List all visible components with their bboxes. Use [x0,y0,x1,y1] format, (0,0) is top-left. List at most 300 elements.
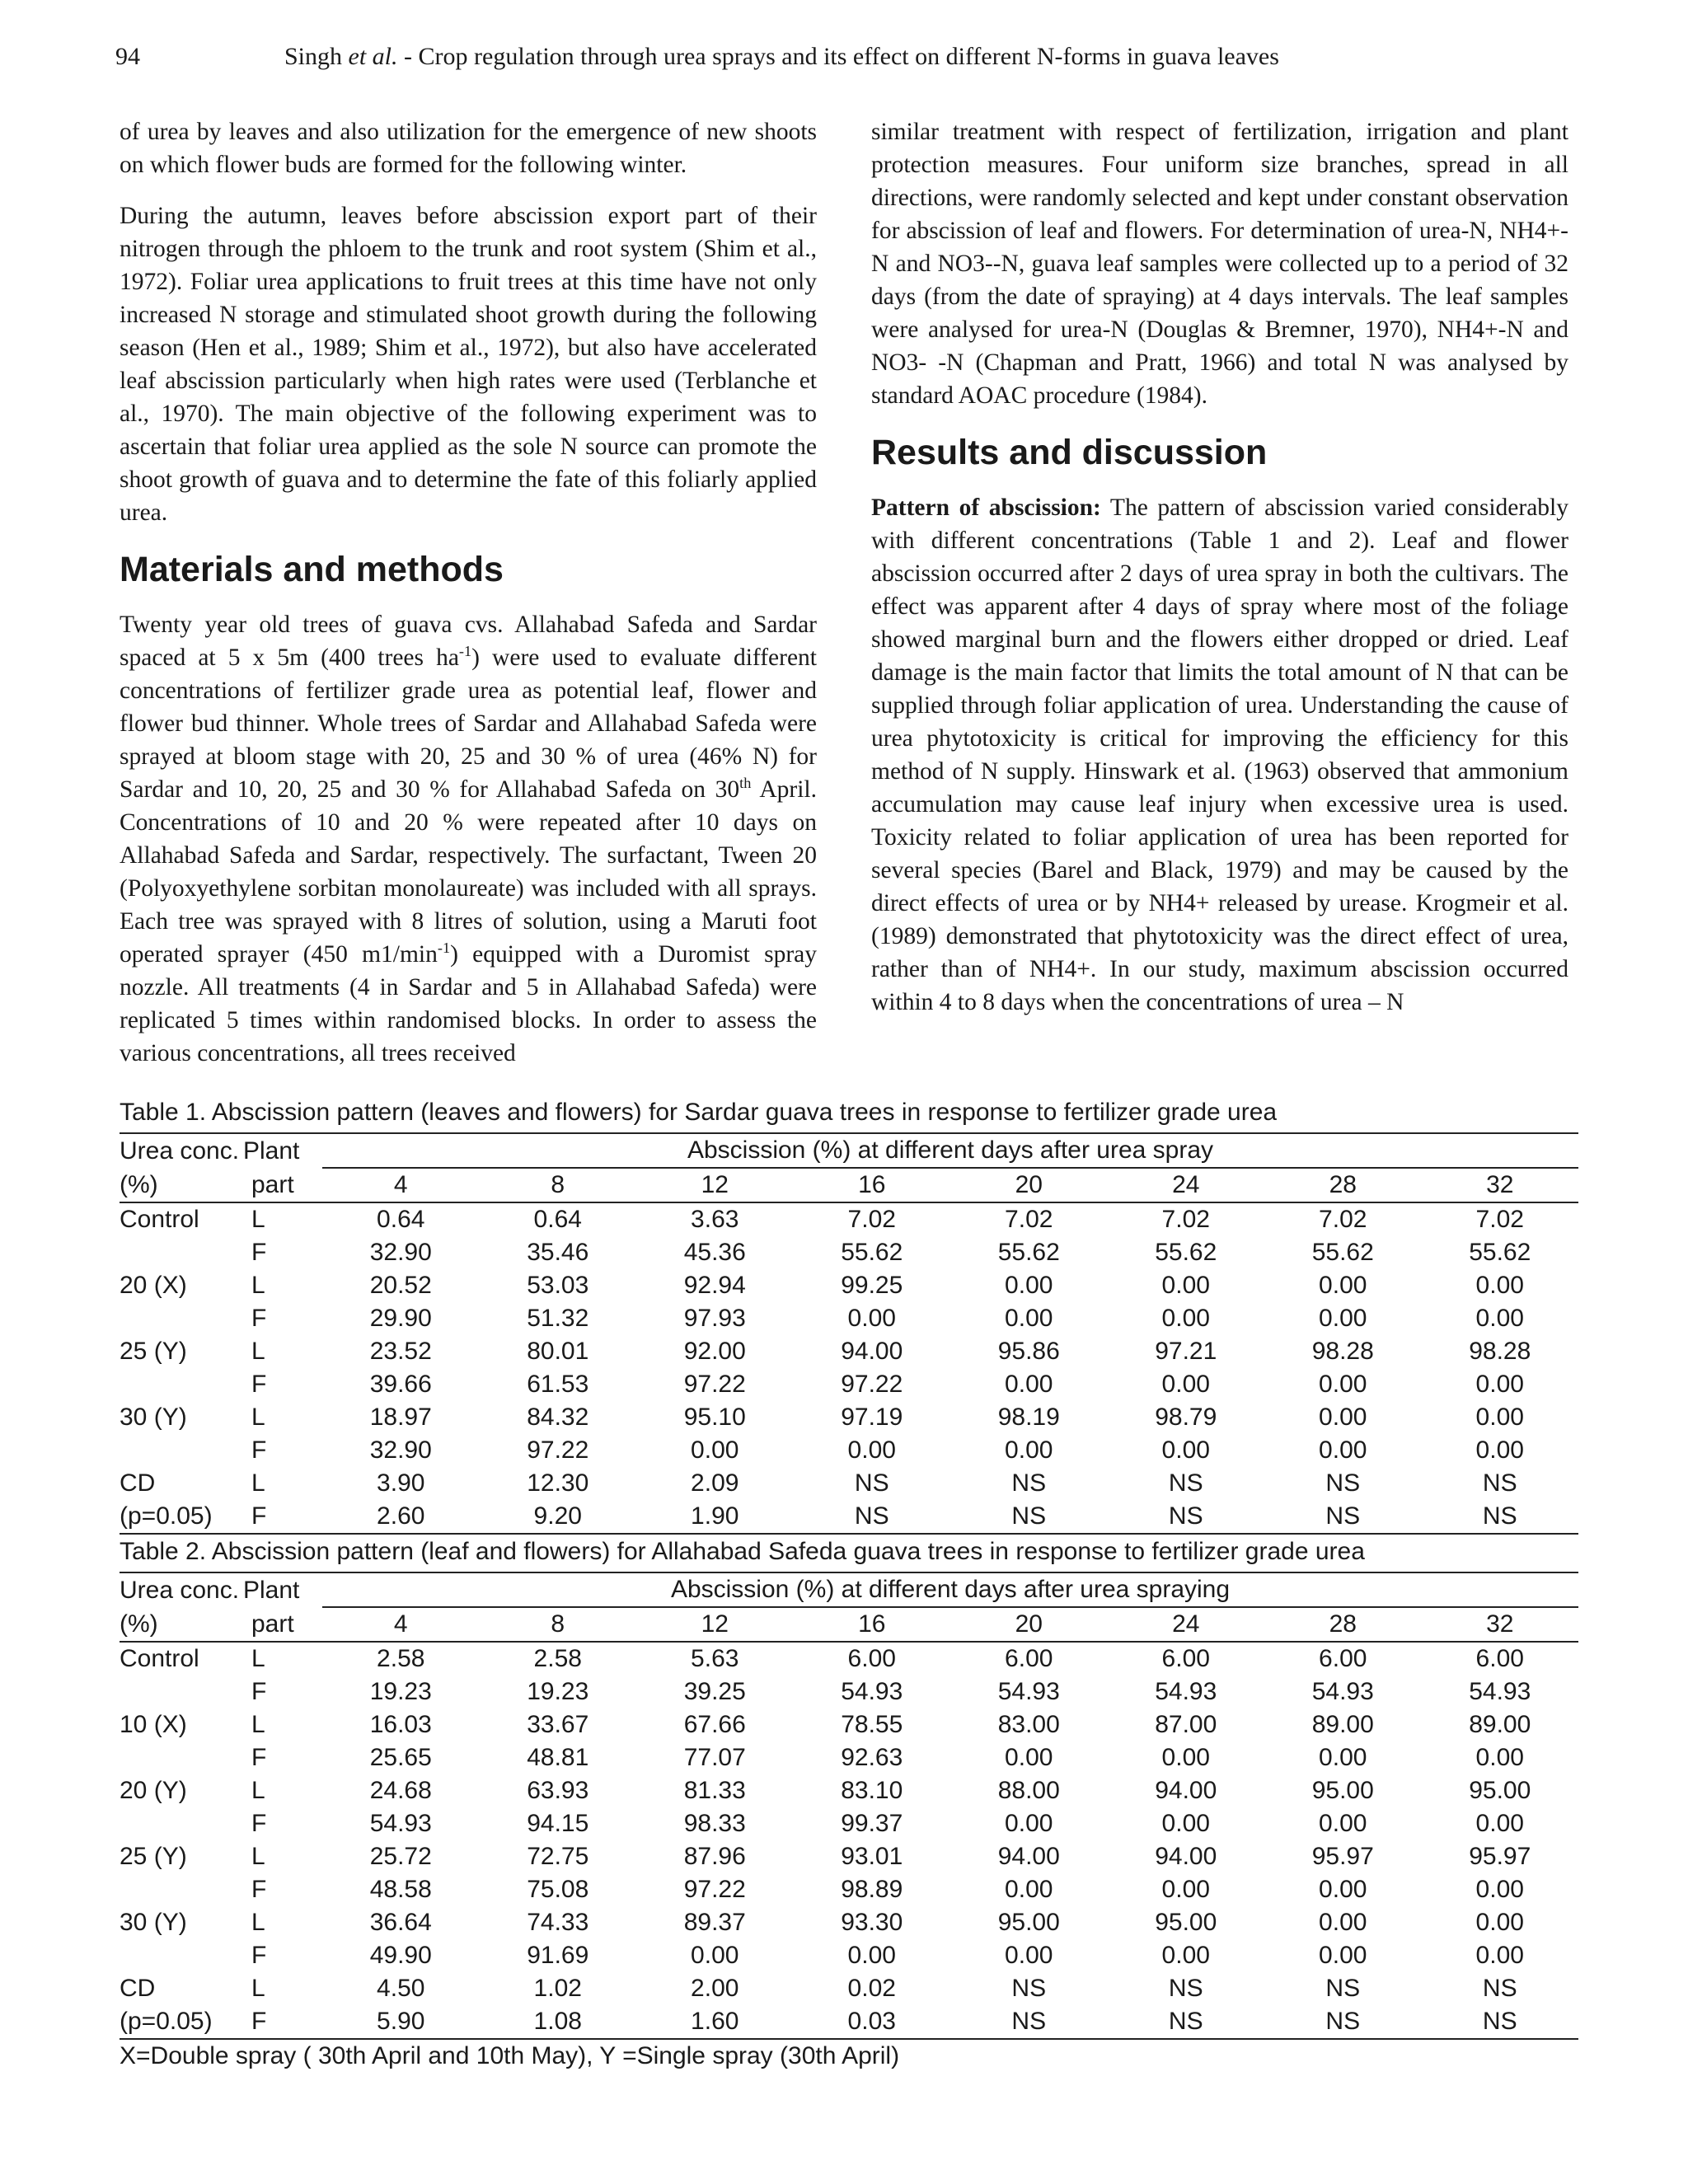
table-2-part-cell: L [251,1843,265,1870]
table-1-value-cell: 55.62 [1469,1239,1531,1266]
table-2-conc-cell: 20 (Y) [120,1777,187,1804]
table-1-value-cell: NS [1325,1469,1361,1497]
table-2-value-cell: 6.00 [1005,1645,1053,1672]
table-2-value-cell: 94.00 [1155,1777,1217,1804]
table-1-value-cell: 0.00 [1161,1272,1210,1299]
table-1-value-cell: 94.00 [841,1338,903,1365]
table-2-value-cell: 81.33 [683,1777,746,1804]
table-1-value-cell: 97.22 [841,1371,903,1398]
table-2-group-head: Abscission (%) at different days after urea spraying [322,1572,1578,1607]
table-2-value-cell: 2.58 [377,1645,425,1672]
table-1-value-cell: 0.00 [847,1436,896,1464]
table-1-conc-cell: 20 (X) [120,1272,187,1299]
table-1-grid [120,1132,1578,1535]
table-2-value-cell: 0.00 [847,1942,896,1969]
table-2-part-cell: F [251,1744,267,1771]
table-2-value-cell: 94.00 [997,1843,1060,1870]
table-2-row [120,1675,1578,1708]
table-1-value-cell: 0.00 [1319,1305,1367,1332]
running-title-author: Singh [284,43,343,70]
table-2-grid [120,1572,1578,2040]
table-2-value-cell: 54.93 [841,1678,903,1705]
running-title-text: - Crop regulation through urea sprays and its effect on different N-forms in guava leaves [397,43,1279,70]
table-1-row [120,1500,1578,1534]
table-1-part-cell: L [251,1206,265,1233]
table-1-value-cell: 32.90 [369,1436,432,1464]
table-1-value-cell: 0.00 [1005,1371,1053,1398]
table-1-conc-cell: Control [120,1206,199,1233]
table-1-value-cell: 32.90 [369,1239,432,1266]
table-1-day-head: 32 [1422,1168,1579,1202]
table-2-value-cell: 0.00 [1005,1810,1053,1837]
table-2-value-cell: 2.58 [533,1645,582,1672]
table-2-value-cell: 54.93 [369,1810,432,1837]
table-1-body [120,1202,1578,1534]
table-2-value-cell: 87.00 [1155,1711,1217,1738]
table-2-value-cell: NS [1168,1975,1203,2002]
table-1-value-cell: 97.22 [527,1436,589,1464]
table-1-value-cell: 0.00 [1475,1272,1524,1299]
table-1-part-cell: L [251,1272,265,1299]
table-2-value-cell: 0.00 [691,1942,739,1969]
table-2-day-head: 20 [950,1607,1108,1642]
table-2-value-cell: 77.07 [683,1744,746,1771]
table-1-value-cell: 0.00 [1161,1371,1210,1398]
table-1-part-cell: F [251,1371,267,1398]
right-paragraph-1: similar treatment with respect of fertilization, irrigation and plant protection measures. Four uniform size branches, spread in all directions, were randomly selected and kept under constant observation for abscission of leaf and flowers. For determination of urea-N, NH4+-N and NO3--N, guava leaf samples were collected up to a period of 32 days (from the date of spraying) at 4 days intervals. The leaf samples were analysed for urea-N (Douglas & Bremner, 1970), NH4+-N and NO3- -N (Chapman and Pratt, 1966) and total N was analysed by standard AOAC procedure (1984). [871,119,1568,409]
table-footnote: X=Double spray ( 30th April and 10th May), Y =Single spray (30th April) [120,2042,900,2069]
table-1-value-cell: 0.00 [1475,1371,1524,1398]
table-1-value-cell: 0.00 [1475,1436,1524,1464]
table-2-row [120,1741,1578,1774]
table-2-value-cell: 4.50 [377,1975,425,2002]
table-1-row [120,1202,1578,1236]
table-1-conc-cell: CD [120,1469,156,1497]
table-1-conc-cell [120,1368,243,1401]
table-2-day-head: 28 [1264,1607,1422,1642]
table-2-value-cell: 95.00 [1311,1777,1374,1804]
table-2-value-cell: 92.63 [841,1744,903,1771]
table-2-day-head: 12 [636,1607,794,1642]
table-2-value-cell: 0.02 [847,1975,896,2002]
table-2-body [120,1642,1578,2039]
section-heading-results: Results and discussion [871,433,1268,472]
table-2-value-cell: NS [1422,2005,1579,2039]
table-1-conc-head: Urea conc. [120,1137,240,1165]
table-2-value-cell: 25.72 [369,1843,432,1870]
table-2-part-cell: L [251,1909,265,1936]
table-1-value-cell: 39.66 [369,1371,432,1398]
table-1-day-head: 24 [1108,1168,1265,1202]
table-1-value-cell: 51.32 [527,1305,589,1332]
table-2-value-cell: 54.93 [1469,1678,1531,1705]
table-1-value-cell: 2.09 [691,1469,739,1497]
table-2-value-cell: 6.00 [847,1645,896,1672]
table-2-value-cell: 0.00 [1319,1810,1367,1837]
table-2-value-cell: 95.97 [1469,1843,1531,1870]
table-2-part-cell: F [251,1942,267,1969]
table-2-value-cell: NS [1482,1975,1517,2002]
table-2-value-cell: 98.33 [683,1810,746,1837]
table-1-row [120,1401,1578,1434]
runin-heading: Pattern of abscission: [871,494,1101,521]
table-2-value-cell: 49.90 [369,1942,432,1969]
table-1-row [120,1236,1578,1269]
table-2-value-cell: 95.00 [997,1909,1060,1936]
table-2-row [120,1774,1578,1807]
table-2-value-cell: 6.00 [1475,1645,1524,1672]
table-1-value-cell: NS [854,1469,889,1497]
table-1-value-cell: 95.86 [997,1338,1060,1365]
table-1-value-cell: 55.62 [841,1239,903,1266]
table-1-value-cell: 0.00 [1005,1272,1053,1299]
table-2-value-cell: 95.00 [1155,1909,1217,1936]
table-2-row [120,1873,1578,1906]
table-2-value-cell: 98.89 [841,1876,903,1903]
table-2-value-cell: 0.00 [1161,1810,1210,1837]
table-1-value-cell: 55.62 [1311,1239,1374,1266]
table-1-value-cell: 0.00 [847,1305,896,1332]
table-1-value-cell: 0.00 [1005,1305,1053,1332]
table-1-value-cell: 98.28 [1311,1338,1374,1365]
table-2-value-cell: 72.75 [527,1843,589,1870]
table-1-value-cell: 98.28 [1469,1338,1531,1365]
table-1-row [120,1434,1578,1467]
table-1-day-head: 8 [480,1168,637,1202]
table-2-conc-cell: 10 (X) [120,1711,187,1738]
table-1-value-cell: 61.53 [527,1371,589,1398]
table-2-value-cell: 0.00 [1475,1909,1524,1936]
table-2-value-cell: 1.60 [636,2005,794,2039]
right-column [871,115,1568,1037]
table-2-value-cell: NS [1325,1975,1361,2002]
table-2-part-cell: L [251,1711,265,1738]
table-2-value-cell: 19.23 [527,1678,589,1705]
p3-sup-2: th [739,775,752,792]
table-1-value-cell: 98.79 [1155,1404,1217,1431]
running-title [284,43,1279,71]
table-1-value-cell: 35.46 [527,1239,589,1266]
table-1-row [120,1368,1578,1401]
table-1-value-cell: 97.22 [683,1371,746,1398]
table-2-part-cell: F [243,2005,322,2039]
table-2-value-cell: 78.55 [841,1711,903,1738]
p3-sup-1: -1 [458,643,472,660]
table-1-conc-cell [120,1236,243,1269]
table-2-conc-cell [120,1675,243,1708]
table-1-value-cell: 0.00 [1319,1436,1367,1464]
table-1-value-cell: NS [1264,1500,1422,1534]
table-2-value-cell: 83.00 [997,1711,1060,1738]
table-1 [120,1096,1578,1535]
left-paragraph-3 [120,608,817,1070]
table-2-conc-cell [120,1873,243,1906]
table-2-row [120,1807,1578,1840]
table-2-value-cell: 75.08 [527,1876,589,1903]
table-2-part-cell: L [251,1975,265,2002]
table-2-day-head: 16 [794,1607,951,1642]
table-1-value-cell: 12.30 [527,1469,589,1497]
table-1-part-unit: part [243,1168,322,1202]
table-2-value-cell: 0.00 [1161,1876,1210,1903]
table-1-part-cell: L [251,1338,265,1365]
table-2-row [120,1840,1578,1873]
table-2-value-cell: 6.00 [1319,1645,1367,1672]
table-2-row [120,2005,1578,2039]
table-1-conc-cell: 30 (Y) [120,1404,187,1431]
table-1-value-cell: 9.20 [480,1500,637,1534]
table-2-part-head: Plant [243,1576,300,1604]
table-2-value-cell: 54.93 [1155,1678,1217,1705]
table-2-conc-cell: 25 (Y) [120,1843,187,1870]
table-2-value-cell: 0.00 [1475,1744,1524,1771]
table-2-value-cell: 89.00 [1311,1711,1374,1738]
table-1-row [120,1467,1578,1500]
table-1-day-head: 28 [1264,1168,1422,1202]
table-1-part-head: Plant [243,1137,300,1165]
table-2-row [120,1939,1578,1972]
table-1-part-cell: L [251,1404,265,1431]
table-1-value-cell: 55.62 [997,1239,1060,1266]
table-2-day-head: 8 [480,1607,637,1642]
table-2-value-cell: 89.37 [683,1909,746,1936]
table-2-value-cell: 1.02 [533,1975,582,2002]
table-2-conc-head: Urea conc. [120,1576,240,1604]
table-2-value-cell: 5.90 [322,2005,480,2039]
table-1-value-cell: 0.00 [1161,1305,1210,1332]
table-2-part-cell: L [251,1777,265,1804]
table-2-value-cell: NS [1011,1975,1047,2002]
table-1-conc-cell: 25 (Y) [120,1338,187,1365]
table-1-value-cell: 99.25 [841,1272,903,1299]
table-1-value-cell: 0.00 [1475,1404,1524,1431]
table-1-value-cell: 0.00 [1005,1436,1053,1464]
table-1-part-cell: F [251,1305,267,1332]
table-1-value-cell: 0.00 [1319,1371,1367,1398]
table-2 [120,1535,1578,2040]
table-2-value-cell: 74.33 [527,1909,589,1936]
table-2-value-cell: 67.66 [683,1711,746,1738]
table-1-caption: Table 1. Abscission pattern (leaves and flowers) for Sardar guava trees in response to fertilizer grade urea [120,1099,1278,1126]
table-2-value-cell: 94.00 [1155,1843,1217,1870]
table-2-value-cell: 2.00 [691,1975,739,2002]
table-1-value-cell: 23.52 [369,1338,432,1365]
table-2-value-cell: 19.23 [369,1678,432,1705]
table-1-day-head: 4 [322,1168,480,1202]
table-1-value-cell: 7.02 [847,1206,896,1233]
table-2-value-cell: 95.97 [1311,1843,1374,1870]
table-2-value-cell: 16.03 [369,1711,432,1738]
table-2-caption: Table 2. Abscission pattern (leaf and flowers) for Allahabad Safeda guava trees in response to fertilizer grade urea [120,1538,1365,1565]
table-1-value-cell: 92.94 [683,1272,746,1299]
table-1-row [120,1269,1578,1302]
table-1-part-cell: F [251,1239,267,1266]
table-1-value-cell: 3.90 [377,1469,425,1497]
table-1-value-cell: NS [1011,1469,1047,1497]
table-1-conc-cell: (p=0.05) [120,1500,243,1534]
table-1-value-cell: 0.64 [377,1206,425,1233]
table-1-value-cell: 0.64 [533,1206,582,1233]
table-1-value-cell: 1.90 [636,1500,794,1534]
table-2-part-cell: F [251,1810,267,1837]
right-paragraph-2 [871,491,1568,1019]
table-2-conc-cell: 30 (Y) [120,1909,187,1936]
table-1-value-cell: 7.02 [1161,1206,1210,1233]
table-2-value-cell: 48.58 [369,1876,432,1903]
table-1-value-cell: NS [950,1500,1108,1534]
table-1-value-cell: 29.90 [369,1305,432,1332]
right-paragraph-2-text: The pattern of abscission varied considerably with different concentrations (Table 1 and 2). Leaf and flower abscission occurred after 2 days of urea spray in both the cultivars. The effect was apparent after 4 days of spray where most of the foliage showed marginal burn and the flowers either dropped or dried. Leaf damage is the main factor that limits the total amount of N that can be supplied through foliar application of urea. Understanding the cause of urea phytotoxicity is critical for improving the efficiency for this method of N supply. Hinswark et al. (1963) observed that ammonium accumulation may cause leaf injury when excessive urea is used. Toxicity related to foliar application of urea has been reported for several species (Barel and Black, 1979) and may be caused by the direct effects of urea or by NH4+ released by urease. Krogmeir et al. (1989) demonstrated that phytotoxicity was the direct effect of urea, rather than of NH4+. In our study, maximum abscission occurred within 4 to 8 days when the concentrations of urea – N [871,494,1568,1015]
table-2-value-cell: 91.69 [527,1942,589,1969]
table-1-value-cell: NS [1482,1469,1517,1497]
table-1-value-cell: 7.02 [1475,1206,1524,1233]
table-2-value-cell: 95.00 [1469,1777,1531,1804]
table-2-part-cell: L [251,1645,265,1672]
table-2-value-cell: 5.63 [691,1645,739,1672]
table-1-value-cell: 53.03 [527,1272,589,1299]
table-2-value-cell: 0.00 [1319,1744,1367,1771]
table-1-value-cell: NS [1108,1500,1265,1534]
table-2-part-cell: F [251,1678,267,1705]
p3-part-d: ) equipped with a Duromist spray nozzle. All treatments (4 in Sardar and 5 in Allahabad Safeda) were replicated 5 times within randomised blocks. In order to assess the various concentrations, all trees received [120,941,817,1066]
table-1-part-cell: L [251,1469,265,1497]
table-2-value-cell: 0.00 [1319,1942,1367,1969]
table-2-conc-cell: (p=0.05) [120,2005,243,2039]
table-1-value-cell: 84.32 [527,1404,589,1431]
table-2-value-cell: 0.03 [794,2005,951,2039]
table-2-value-cell: 0.00 [1475,1942,1524,1969]
table-1-conc-cell [120,1302,243,1335]
table-2-value-cell: 0.00 [1475,1876,1524,1903]
table-1-value-cell: 3.63 [691,1206,739,1233]
table-2-conc-cell [120,1807,243,1840]
table-1-part-cell: F [243,1500,322,1534]
table-2-value-cell: 0.00 [1319,1876,1367,1903]
table-2-value-cell: 63.93 [527,1777,589,1804]
table-1-value-cell: 0.00 [1319,1404,1367,1431]
table-1-day-head: 20 [950,1168,1108,1202]
table-2-value-cell: 87.96 [683,1843,746,1870]
table-1-conc-unit: (%) [120,1168,243,1202]
table-2-value-cell: 0.00 [1161,1744,1210,1771]
left-paragraph-2: During the autumn, leaves before abscission export part of their nitrogen through the phloem to the trunk and root system (Shim et al., 1972). Foliar urea applications to fruit trees at this time have not only increased N storage and stimulated shoot growth during the following season (Hen et al., 1989; Shim et al., 1972), but also have accelerated leaf abscission particularly when high rates were used (Terblanche et al., 1970). The main objective of the following experiment was to ascertain that foliar urea applied as the sole N source can promote the shoot growth of guava and to determine the fate of this foliarly applied urea. [120,203,817,526]
p3-part-c: April. Concentrations of 10 and 20 % were repeated after 10 days on Allahabad Safeda and Sardar, respectively. The surfactant, Tween 20 (Polyoxyethylene sorbitan monolaureate) was included with all sprays. Each tree was sprayed with 8 litres of solution, using a Maruti foot operated sprayer (450 m1/min [120,776,817,968]
table-1-value-cell: 20.52 [369,1272,432,1299]
table-2-value-cell: 93.30 [841,1909,903,1936]
table-1-value-cell: 7.02 [1319,1206,1367,1233]
table-2-value-cell: 24.68 [369,1777,432,1804]
table-2-conc-cell [120,1741,243,1774]
table-2-day-head: 24 [1108,1607,1265,1642]
p3-part-a: Twenty year old trees of guava cvs. Allahabad Safeda and Sardar spaced at 5 x 5m (400 trees ha [120,612,817,671]
table-1-value-cell: 98.19 [997,1404,1060,1431]
table-2-row [120,1708,1578,1741]
table-2-row [120,1972,1578,2005]
table-2-part-cell: F [251,1876,267,1903]
table-1-value-cell: 0.00 [691,1436,739,1464]
table-1-value-cell: 7.02 [1005,1206,1053,1233]
table-2-value-cell: 0.00 [1005,1876,1053,1903]
table-2-day-head: 32 [1422,1607,1579,1642]
table-2-value-cell: 1.08 [480,2005,637,2039]
table-2-value-cell: 0.00 [1475,1810,1524,1837]
table-1-day-head: 12 [636,1168,794,1202]
table-1-value-cell: NS [794,1500,951,1534]
table-1-row [120,1335,1578,1368]
table-2-value-cell: 89.00 [1469,1711,1531,1738]
table-1-value-cell: 97.21 [1155,1338,1217,1365]
table-1-value-cell: 0.00 [1319,1272,1367,1299]
page-header [115,43,1573,76]
table-1-value-cell: 95.10 [683,1404,746,1431]
table-1-value-cell: 92.00 [683,1338,746,1365]
table-1-value-cell: NS [1422,1500,1579,1534]
left-paragraph-1: of urea by leaves and also utilization for the emergence of new shoots on which flower buds are formed for the following winter. [120,119,817,178]
table-1-part-cell: F [251,1436,267,1464]
table-2-value-cell: 33.67 [527,1711,589,1738]
table-1-group-head: Abscission (%) at different days after urea spray [322,1133,1578,1168]
table-2-value-cell: NS [1264,2005,1422,2039]
table-2-value-cell: 99.37 [841,1810,903,1837]
table-2-conc-cell [120,1939,243,1972]
page-number: 94 [115,43,140,70]
table-2-value-cell: 25.65 [369,1744,432,1771]
table-2-value-cell: NS [1108,2005,1265,2039]
table-1-value-cell: 0.00 [1475,1305,1524,1332]
table-2-value-cell: 93.01 [841,1843,903,1870]
table-1-value-cell: 0.00 [1161,1436,1210,1464]
table-2-value-cell: 48.81 [527,1744,589,1771]
table-1-value-cell: 55.62 [1155,1239,1217,1266]
table-2-day-head: 4 [322,1607,480,1642]
table-2-value-cell: 94.15 [527,1810,589,1837]
table-1-value-cell: 97.93 [683,1305,746,1332]
table-2-value-cell: 97.22 [683,1876,746,1903]
table-2-value-cell: 39.25 [683,1678,746,1705]
table-1-value-cell: 97.19 [841,1404,903,1431]
table-1-value-cell: 2.60 [322,1500,480,1534]
table-2-value-cell: NS [950,2005,1108,2039]
table-1-value-cell: 80.01 [527,1338,589,1365]
table-2-value-cell: 83.10 [841,1777,903,1804]
table-2-conc-cell: CD [120,1975,156,2002]
table-1-value-cell: 45.36 [683,1239,746,1266]
left-column [120,115,817,1088]
table-2-row [120,1906,1578,1939]
table-1-value-cell: 18.97 [369,1404,432,1431]
table-2-value-cell: 0.00 [1161,1942,1210,1969]
table-2-value-cell: 88.00 [997,1777,1060,1804]
p3-sup-3: -1 [437,940,451,957]
table-2-value-cell: 6.00 [1161,1645,1210,1672]
table-2-value-cell: 0.00 [1005,1942,1053,1969]
table-2-value-cell: 0.00 [1005,1744,1053,1771]
table-1-value-cell: NS [1168,1469,1203,1497]
p3-part-b: ) were used to evaluate different concentrations of fertilizer grade urea as potential leaf, flower and flower bud thinner. Whole trees of Sardar and Allahabad Safeda were sprayed at bloom stage with 20, 25 and 30 % of urea (46% N) for Sardar and 10, 20, 25 and 30 % for Allahabad Safeda on 30 [120,644,817,803]
table-2-value-cell: 54.93 [1311,1678,1374,1705]
table-2-value-cell: 36.64 [369,1909,432,1936]
table-2-conc-unit: (%) [120,1607,243,1642]
table-2-value-cell: 54.93 [997,1678,1060,1705]
table-2-value-cell: 0.00 [1319,1909,1367,1936]
table-1-conc-cell [120,1434,243,1467]
table-2-row [120,1642,1578,1675]
table-2-conc-cell: Control [120,1645,199,1672]
section-heading-materials: Materials and methods [120,550,504,589]
table-2-part-unit: part [243,1607,322,1642]
table-1-row [120,1302,1578,1335]
table-1-day-head: 16 [794,1168,951,1202]
